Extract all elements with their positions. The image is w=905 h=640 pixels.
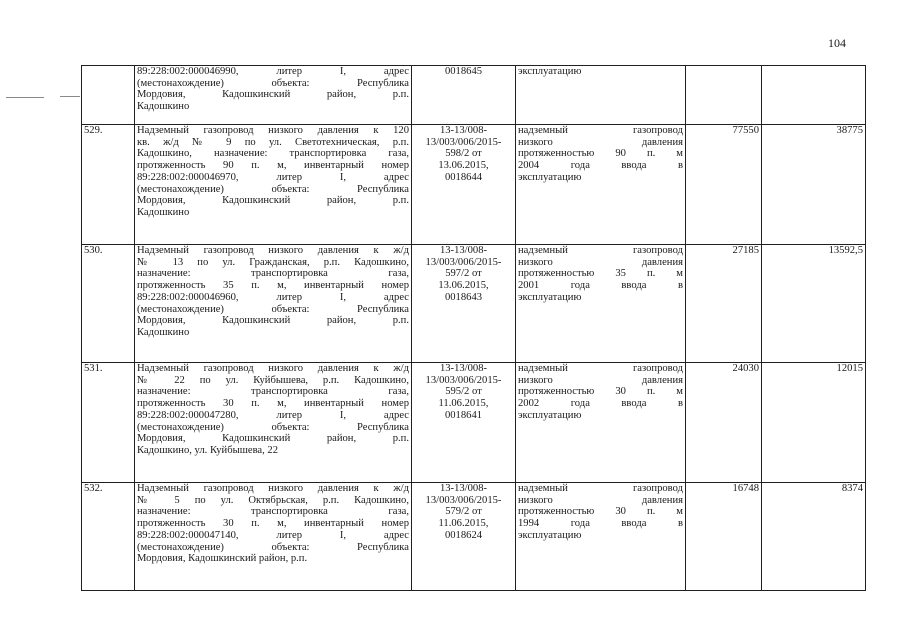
page-number: 104 <box>828 36 846 50</box>
characteristics-line: низкого давления <box>518 256 683 268</box>
description-line: Мордовия, Кадошкинский район, р.п. <box>137 553 308 565</box>
description-line: Мордовия, Кадошкинский район, р.п. <box>137 315 409 327</box>
registration-details-cell <box>412 245 516 363</box>
registration-details-cell <box>412 66 516 125</box>
registration-line: 13/003/006/2015- <box>425 256 502 268</box>
description-line: Мордовия, Кадошкинский район, р.п. <box>137 195 409 207</box>
description-line: 89:228:002:000046970, литер I, адрес <box>137 171 409 183</box>
description-line: № 22 по ул. Куйбышева, р.п. Кадошкино, <box>137 374 409 386</box>
characteristics-line: протяженностью 35 п. м <box>518 268 683 280</box>
object-description-cell <box>135 66 412 125</box>
description-line: № 5 по ул. Октябрьская, р.п. Кадошкино, <box>137 494 409 506</box>
residual-value-cell: 13592,5 <box>762 245 866 363</box>
row-number-cell <box>82 66 135 125</box>
description-line: Кадошкино <box>137 206 190 218</box>
object-characteristics-cell <box>516 66 686 125</box>
characteristics-line: 2002 года ввода в <box>518 398 683 410</box>
characteristics-line: низкого давления <box>518 374 683 386</box>
description-line: (местонахождение) объекта: Республика <box>137 77 409 89</box>
description-line: протяженность 30 п. м, инвентарный номер <box>137 518 409 530</box>
table-row <box>82 483 866 591</box>
book-value-cell: 24030 <box>686 363 762 483</box>
row-number-cell: 530. <box>82 245 135 363</box>
registration-line: 13/003/006/2015- <box>425 374 502 386</box>
property-registry-table <box>81 65 866 591</box>
object-description-cell <box>135 125 412 245</box>
book-value-cell: 27185 <box>686 245 762 363</box>
object-description-cell <box>135 363 412 483</box>
description-line: 89:228:002:000046960, литер I, адрес <box>137 291 409 303</box>
registration-details-cell <box>412 125 516 245</box>
registration-line: 0018644 <box>444 171 483 183</box>
book-value-cell <box>686 66 762 125</box>
characteristics-line: низкого давления <box>518 136 683 148</box>
description-line: (местонахождение) объекта: Республика <box>137 303 409 315</box>
object-characteristics-cell <box>516 363 686 483</box>
characteristics-line: 1994 года ввода в <box>518 518 683 530</box>
residual-value-cell <box>762 66 866 125</box>
characteristics-line: 2004 года ввода в <box>518 160 683 172</box>
residual-value-cell: 12015 <box>762 363 866 483</box>
description-line: Кадошкино, ул. Куйбышева, 22 <box>137 444 279 456</box>
scan-artifact-line <box>60 96 80 97</box>
row-number-cell: 529. <box>82 125 135 245</box>
description-line: Кадошкино, назначение: транспортировка газа, <box>137 148 409 160</box>
row-number-cell: 532. <box>82 483 135 591</box>
registration-line: 13.06.2015, <box>438 160 489 172</box>
registration-line: 13-13/008- <box>439 363 488 374</box>
description-line: Надземный газопровод низкого давления к ж/д <box>137 483 409 494</box>
book-value-cell: 16748 <box>686 483 762 591</box>
description-line: протяженность 30 п. м, инвентарный номер <box>137 398 409 410</box>
description-line: (местонахождение) объекта: Республика <box>137 541 409 553</box>
characteristics-line: надземный газопровод <box>518 245 683 256</box>
characteristics-line: эксплуатацию <box>518 171 582 183</box>
registration-line: 579/2 от <box>445 506 482 518</box>
registration-details-cell <box>412 363 516 483</box>
description-line: (местонахождение) объекта: Республика <box>137 183 409 195</box>
registration-line: 11.06.2015, <box>438 398 489 410</box>
characteristics-line: эксплуатацию <box>518 66 582 77</box>
characteristics-line: низкого давления <box>518 494 683 506</box>
description-line: 89:228:002:000046990, литер I, адрес <box>137 66 409 77</box>
description-line: (местонахождение) объекта: Республика <box>137 421 409 433</box>
characteristics-line: надземный газопровод <box>518 483 683 494</box>
row-number-cell: 531. <box>82 363 135 483</box>
characteristics-line: эксплуатацию <box>518 291 582 303</box>
description-line: назначение: транспортировка газа, <box>137 386 409 398</box>
object-characteristics-cell <box>516 245 686 363</box>
description-line: Кадошкино <box>137 326 190 338</box>
registration-line: 595/2 от <box>445 386 482 398</box>
book-value-cell: 77550 <box>686 125 762 245</box>
description-line: Мордовия, Кадошкинский район, р.п. <box>137 433 409 445</box>
scan-artifact-line <box>6 97 44 98</box>
characteristics-line: протяженностью 30 п. м <box>518 386 683 398</box>
table-row <box>82 363 866 483</box>
description-line: 89:228:002:000047140, литер I, адрес <box>137 529 409 541</box>
description-line: протяженность 35 п. м, инвентарный номер <box>137 280 409 292</box>
description-line: Мордовия, Кадошкинский район, р.п. <box>137 89 409 101</box>
characteristics-line: эксплуатацию <box>518 529 582 541</box>
characteristics-line: надземный газопровод <box>518 125 683 136</box>
registration-line: 13/003/006/2015- <box>425 494 502 506</box>
registration-line: 13-13/008- <box>439 483 488 494</box>
description-line: назначение: транспортировка газа, <box>137 506 409 518</box>
description-line: протяженность 90 п. м, инвентарный номер <box>137 160 409 172</box>
registration-line: 13/003/006/2015- <box>425 136 502 148</box>
registration-line: 0018624 <box>444 529 483 541</box>
registration-line: 13-13/008- <box>439 125 488 136</box>
registration-line: 0018643 <box>444 291 483 303</box>
registration-line: 598/2 от <box>445 148 482 160</box>
registration-details-cell <box>412 483 516 591</box>
description-line: 89:228:002:000047280, литер I, адрес <box>137 409 409 421</box>
description-line: кв. ж/д № 9 по ул. Светотехническая, р.п. <box>137 136 409 148</box>
registration-line: 13-13/008- <box>439 245 488 256</box>
table-row <box>82 125 866 245</box>
table-row <box>82 245 866 363</box>
object-description-cell <box>135 245 412 363</box>
characteristics-line: 2001 года ввода в <box>518 280 683 292</box>
description-line: назначение: транспортировка газа, <box>137 268 409 280</box>
characteristics-line: протяженностью 90 п. м <box>518 148 683 160</box>
description-line: Кадошкино <box>137 101 190 113</box>
residual-value-cell: 8374 <box>762 483 866 591</box>
registration-line: 0018645 <box>444 66 483 77</box>
registration-line: 13.06.2015, <box>438 280 489 292</box>
table-row <box>82 66 866 125</box>
description-line: № 13 по ул. Гражданская, р.п. Кадошкино, <box>137 256 409 268</box>
description-line: Надземный газопровод низкого давления к ж/д <box>137 245 409 256</box>
description-line: Надземный газопровод низкого давления к ж/д <box>137 363 409 374</box>
residual-value-cell: 38775 <box>762 125 866 245</box>
object-characteristics-cell <box>516 125 686 245</box>
registration-line: 0018641 <box>444 409 483 421</box>
characteristics-line: протяженностью 30 п. м <box>518 506 683 518</box>
object-description-cell <box>135 483 412 591</box>
characteristics-line: эксплуатацию <box>518 409 582 421</box>
characteristics-line: надземный газопровод <box>518 363 683 374</box>
description-line: Надземный газопровод низкого давления к 120 <box>137 125 409 136</box>
registration-line: 597/2 от <box>445 268 482 280</box>
registry-body <box>82 66 866 591</box>
object-characteristics-cell <box>516 483 686 591</box>
registration-line: 11.06.2015, <box>438 518 489 530</box>
